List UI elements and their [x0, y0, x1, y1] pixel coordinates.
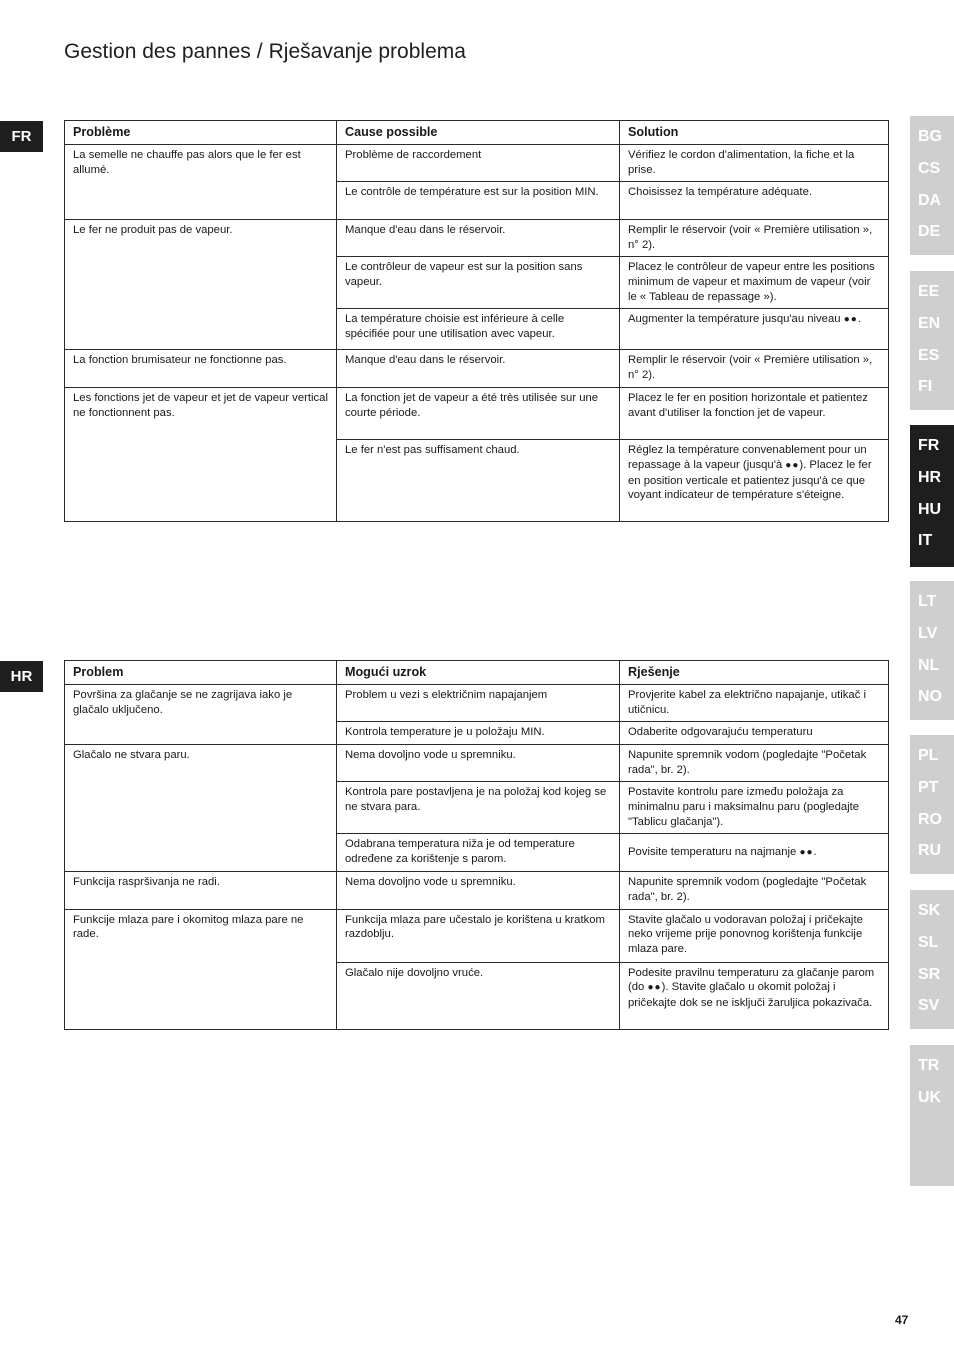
page-number: 47 — [895, 1313, 909, 1327]
problem-cell: Glačalo ne stvara paru. — [65, 745, 337, 872]
page-title — [64, 40, 466, 64]
table-row — [65, 745, 889, 782]
solution-cell: Vérifiez le cordon d'alimentation, la fiche et la prise. — [620, 145, 889, 182]
cause-cell: La fonction jet de vapeur a été très utilisée sur une courte période. — [337, 388, 620, 440]
solution-cell: Remplir le réservoir (voir « Première utilisation », n° 2). — [620, 350, 889, 388]
cause-cell: Le contrôle de température est sur la position MIN. — [337, 182, 620, 220]
table-row — [65, 220, 889, 257]
problem-cell: Les fonctions jet de vapeur et jet de vapeur vertical ne fonctionnent pas. — [65, 388, 337, 522]
cause-cell: Nema dovoljno vode u spremniku. — [337, 872, 620, 909]
language-index-lt: LT — [918, 593, 937, 610]
table-row — [65, 388, 889, 440]
cause-cell: Le fer n'est pas suffisament chaud. — [337, 440, 620, 522]
language-index-sv: SV — [918, 997, 940, 1015]
column-header-problem: Problem — [65, 661, 337, 685]
page-title-fr: Gestion des pannes — [64, 40, 251, 63]
cause-cell: Kontrola temperature je u položaju MIN. — [337, 722, 620, 745]
problem-cell: Le fer ne produit pas de vapeur. — [65, 220, 337, 350]
language-index-pl: PL — [918, 747, 939, 764]
solution-text-end: ). Stavite glačalo u okomit položaj i pričekajte dok se ne isključi žaruljica pokazivača. — [628, 981, 873, 1009]
language-index-no: NO — [918, 688, 942, 706]
table-row — [65, 872, 889, 909]
column-header-cause: Mogući uzrok — [337, 661, 620, 685]
language-index-fi: FI — [918, 378, 933, 396]
solution-text: Povisite temperaturu na najmanje — [628, 845, 797, 858]
solution-cell: Provjerite kabel za električno napajanje, utikač i utičnicu. — [620, 685, 889, 722]
problem-cell: Funkcije mlaza pare i okomitog mlaza pare ne rade. — [65, 909, 337, 1029]
cause-cell: Nema dovoljno vode u spremniku. — [337, 745, 620, 782]
solution-cell: Placez le fer en position horizontale et patientez avant d'utiliser la fonction jet de vapeur. — [620, 388, 889, 440]
solution-cell: Placez le contrôleur de vapeur entre les positions minimum de vapeur et maximum de vapeur (voir le « Tableau de repassage »). — [620, 257, 889, 309]
language-index-da: DA — [918, 191, 942, 209]
solution-cell — [620, 834, 889, 872]
solution-cell: Odaberite odgovarajuću temperaturu — [620, 722, 889, 745]
page-title-hr: Rješavanje problema — [268, 40, 466, 63]
language-group-4 — [910, 581, 954, 720]
table-row — [65, 685, 889, 722]
language-index-uk: UK — [918, 1088, 942, 1106]
language-tab-fr: FR — [0, 121, 43, 152]
language-index-sr: SR — [918, 965, 941, 983]
solution-cell — [620, 309, 889, 350]
language-group-1 — [910, 116, 954, 255]
title-separator: / — [256, 40, 263, 63]
language-group-5 — [910, 735, 954, 874]
temperature-dots-icon: ●● — [799, 846, 814, 858]
language-index-hu: HU — [918, 500, 942, 518]
cause-cell: Manque d'eau dans le réservoir. — [337, 350, 620, 388]
table-row — [65, 350, 889, 388]
cause-cell: Kontrola pare postavljena je na položaj kod kojeg se ne stvara para. — [337, 782, 620, 834]
language-index-en: EN — [918, 314, 941, 332]
temperature-dots-icon: ●● — [785, 459, 800, 471]
table-row — [65, 145, 889, 182]
column-header-cause: Cause possible — [337, 121, 620, 145]
solution-cell: Postavite kontrolu pare između položaja za minimalnu paru i maksimalnu paru (pogledajte "Tablicu glačanja"). — [620, 782, 889, 834]
solution-cell: Stavite glačalo u vodoravan položaj i pričekajte neko vrijeme prije ponovnog korištenja funkcije mlaza pare. — [620, 909, 889, 962]
cause-cell: Funkcija mlaza pare učestalo je korištena u kratkom razdoblju. — [337, 909, 620, 962]
solution-cell: Napunite spremnik vodom (pogledajte "Početak rada", br. 2). — [620, 745, 889, 782]
solution-cell — [620, 962, 889, 1029]
language-index-lv: LV — [918, 624, 938, 642]
language-index-nl: NL — [918, 656, 940, 674]
cause-cell: Odabrana temperatura niža je od temperature određene za korištenje s parom. — [337, 834, 620, 872]
cause-cell: Manque d'eau dans le réservoir. — [337, 220, 620, 257]
solution-cell: Remplir le réservoir (voir « Première utilisation », n° 2). — [620, 220, 889, 257]
language-index-de: DE — [918, 223, 941, 241]
language-index-cs: CS — [918, 159, 941, 177]
language-index-ro: RO — [918, 810, 942, 828]
temperature-dots-icon: ●● — [647, 982, 662, 994]
language-index-ru: RU — [918, 842, 942, 860]
problem-cell: La fonction brumisateur ne fonctionne pas. — [65, 350, 337, 388]
language-group-6 — [910, 890, 954, 1029]
column-header-solution: Solution — [620, 121, 889, 145]
table-row — [65, 909, 889, 962]
solution-cell — [620, 440, 889, 522]
language-index-pt: PT — [918, 778, 939, 796]
table-header-row — [65, 661, 889, 685]
problem-cell: La semelle ne chauffe pas alors que le fer est allumé. — [65, 145, 337, 220]
language-group-3-active — [910, 425, 954, 567]
solution-cell: Napunite spremnik vodom (pogledajte "Početak rada", br. 2). — [620, 872, 889, 909]
solution-text-end: . — [857, 313, 861, 326]
column-header-problem: Problème — [65, 121, 337, 145]
table-header-row — [65, 121, 889, 145]
temperature-dots-icon: ●● — [843, 314, 858, 326]
solution-text: Réglez la température convenablement pour un repassage à la vapeur (jusqu'à — [628, 444, 867, 471]
cause-cell: La température choisie est inférieure à celle spécifiée pour une utilisation avec vapeur. — [337, 309, 620, 350]
language-group-2 — [910, 271, 954, 410]
problem-cell: Funkcija raspršivanja ne radi. — [65, 872, 337, 909]
solution-cell: Choisissez la température adéquate. — [620, 182, 889, 220]
language-index-sl: SL — [918, 933, 939, 951]
solution-text-end: ). Placez le fer en position verticale et patientez jusqu'à ce que voyant indicateur de température s'éteigne. — [628, 458, 872, 502]
solution-text: Augmenter la température jusqu'au niveau — [628, 313, 841, 326]
language-index-it: IT — [918, 532, 933, 550]
problem-cell: Površina za glačanje se ne zagrijava iako je glačalo uključeno. — [65, 685, 337, 745]
language-index-ee: EE — [918, 283, 940, 300]
language-index-hr: HR — [918, 468, 942, 486]
language-group-7 — [910, 1045, 954, 1186]
cause-cell: Problem u vezi s električnim napajanjem — [337, 685, 620, 722]
solution-text: Podesite pravilnu temperaturu za glačanje parom (do — [628, 966, 875, 994]
language-index-sk: SK — [918, 902, 941, 919]
cause-cell: Glačalo nije dovoljno vruće. — [337, 962, 620, 1029]
troubleshooting-table-hr — [64, 660, 889, 1030]
language-index-bg: BG — [918, 128, 942, 145]
language-tab-hr: HR — [0, 661, 43, 692]
troubleshooting-table-fr — [64, 120, 889, 522]
cause-cell: Le contrôleur de vapeur est sur la position sans vapeur. — [337, 257, 620, 309]
language-index-tr: TR — [918, 1057, 940, 1074]
column-header-solution: Rješenje — [620, 661, 889, 685]
language-index-es: ES — [918, 346, 940, 364]
solution-text-end: . — [813, 845, 817, 858]
cause-cell: Problème de raccordement — [337, 145, 620, 182]
language-index-fr: FR — [918, 437, 940, 454]
